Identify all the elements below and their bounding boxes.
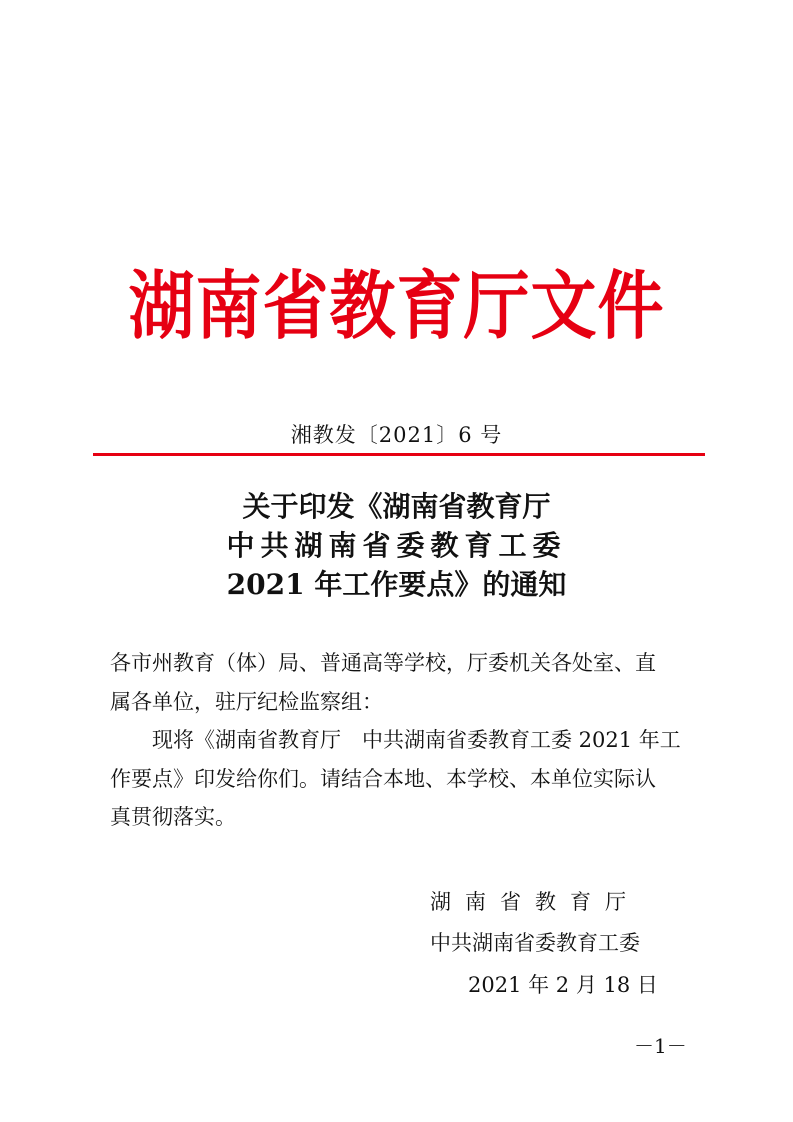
body-line-4: 作要点》印发给你们。请结合本地、本学校、本单位实际认 [110,766,656,791]
title-line-1: 关于印发《湖南省教育厅 [242,490,551,523]
page-number: －1－ [634,1034,687,1058]
signature-department: 湖南省教育厅 [430,890,640,914]
body-line-1: 各市州教育（体）局、普通高等学校，厅委机关各处室、直 [110,651,656,675]
body-line-2: 属各单位，驻厅纪检监察组： [110,689,383,714]
body-line-3: 现将《湖南省教育厅 中共湖南省委教育工委 2021 年工 [152,728,681,752]
title-line-2: 中共湖南省委教育工委 [226,529,567,562]
document-body [110,644,690,837]
signature-party-committee: 中共湖南省委教育工委 [430,931,640,955]
title-line-3: 2021 年工作要点》的通知 [226,568,567,601]
document-masthead: 湖南省教育厅文件 [128,263,665,350]
body-line-5: 真贯彻落实。 [110,805,236,829]
signature-date: 2021 年 2 月 18 日 [468,973,658,997]
red-divider-line [93,453,705,456]
document-title [0,487,793,604]
document-number: 湘教发〔2021〕6 号 [290,423,503,447]
